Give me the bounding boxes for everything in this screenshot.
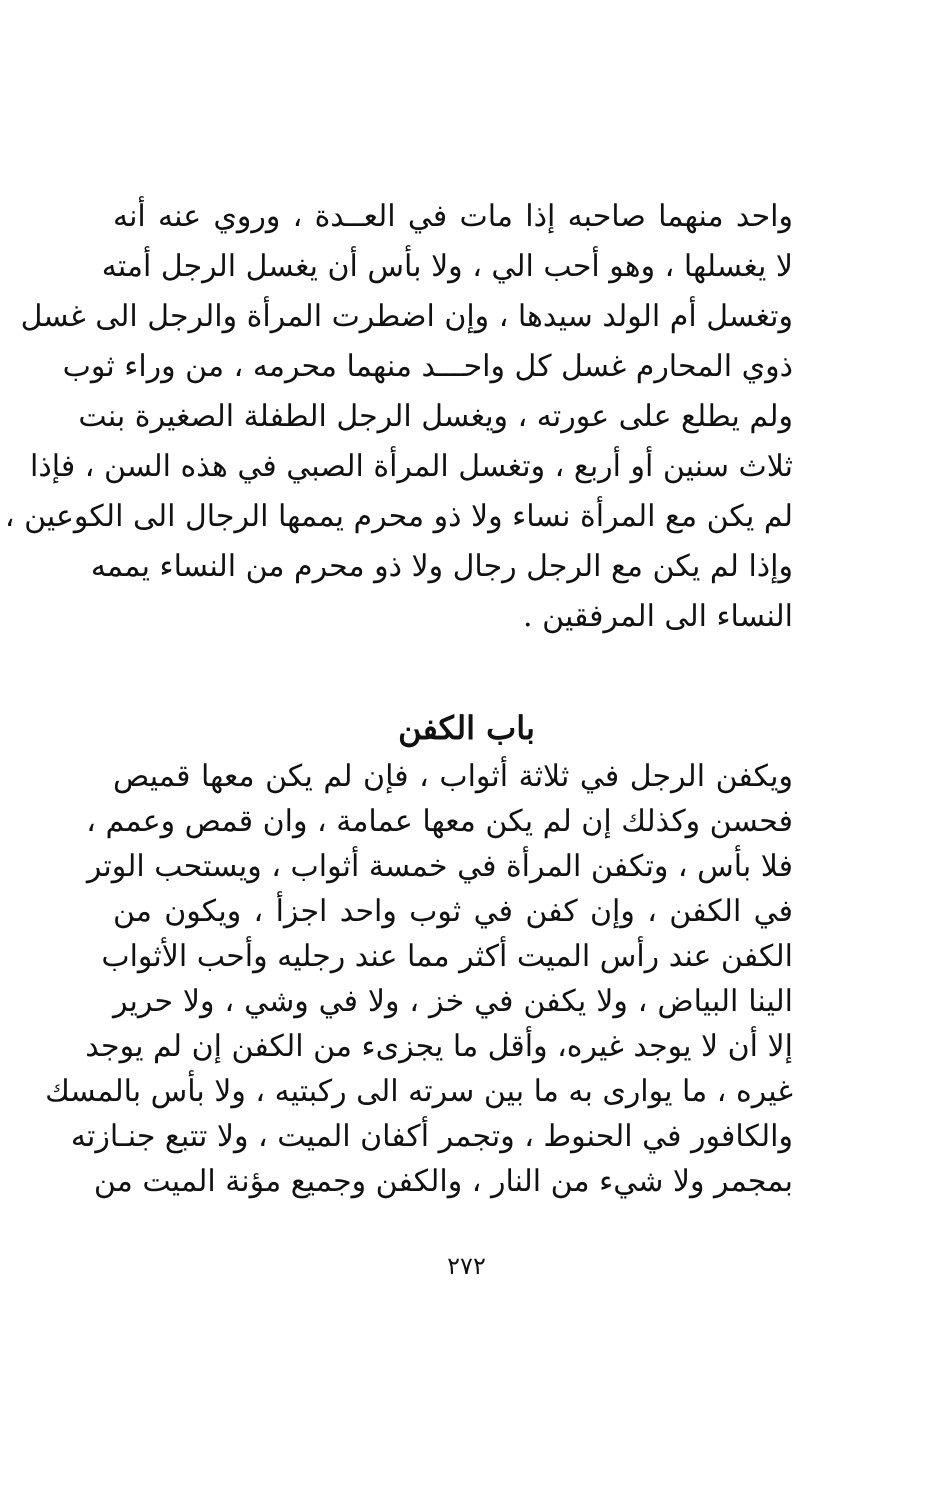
text-line: واحد منهما صاحبه إذا مات في العــدة ، وروي عنه أنه: [113, 199, 793, 234]
text-line: في الكفن ، وإن كفن في ثوب واحد اجزأ ، ويكون من: [113, 894, 793, 929]
text-line: لا يغسلها ، وهو أحب الي ، ولا بأس أن يغسل الرجل أمته: [101, 249, 793, 284]
section-heading: باب الكفن: [398, 709, 535, 747]
paragraph-washing-rules: [4, 188, 793, 710]
text-line: ولم يطلع على عورته ، ويغسل الرجل الطفلة الصغيرة بنت: [78, 399, 793, 434]
text-line: لم يكن مع المرأة نساء ولا ذو محرم يممها الرجال الى الكوعين ،: [4, 499, 793, 534]
paragraph-shroud-rules: [45, 748, 793, 1248]
text-line: فحسن وكذلك إن لم يكن معها عمامة ، وان قمص وعمم ،: [86, 804, 793, 839]
text-line: ذوي المحارم غسل كل واحـــد منهما محرمه ، من وراء ثوب: [62, 349, 793, 384]
text-line: الينا البياض ، ولا يكفن في خز ، ولا في وشي ، ولا حرير: [113, 984, 793, 1019]
text-line: الكفن عند رأس الميت أكثر مما عند رجليه وأحب الأثواب: [101, 939, 793, 974]
text-line: بمجمر ولا شيء من النار ، والكفن وجميع مؤنة الميت من: [93, 1164, 793, 1199]
text-line: غيره ، ما يوارى به ما بين سرته الى ركبتيه ، ولا بأس بالمسك: [45, 1074, 793, 1109]
text-line: ويكفن الرجل في ثلاثة أثواب ، فإن لم يكن معها قميص: [113, 759, 793, 794]
text-line: النساء الى المرفقين .: [523, 599, 793, 634]
text-line: فلا بأس ، وتكفن المرأة في خمسة أثواب ، ويستحب الوتر: [86, 849, 793, 884]
text-line: وإذا لم يكن مع الرجل رجال ولا ذو محرم من النساء يممه: [90, 549, 793, 584]
text-line: إلا أن لا يوجد غيره، وأقل ما يجزىء من الكفن إن لم يوجد: [85, 1029, 793, 1064]
text-line: ثلاث سنين أو أربع ، وتغسل المرأة الصبي في هذه السن ، فإذا: [30, 449, 793, 484]
text-line: وتغسل أم الولد سيدها ، وإن اضطرت المرأة والرجل الى غسل: [20, 299, 793, 334]
text-line: والكافور في الحنوط ، وتجمر أكفان الميت ، ولا تتبع جنـازته: [70, 1119, 793, 1154]
page-number: ٢٧٢: [447, 1252, 486, 1280]
